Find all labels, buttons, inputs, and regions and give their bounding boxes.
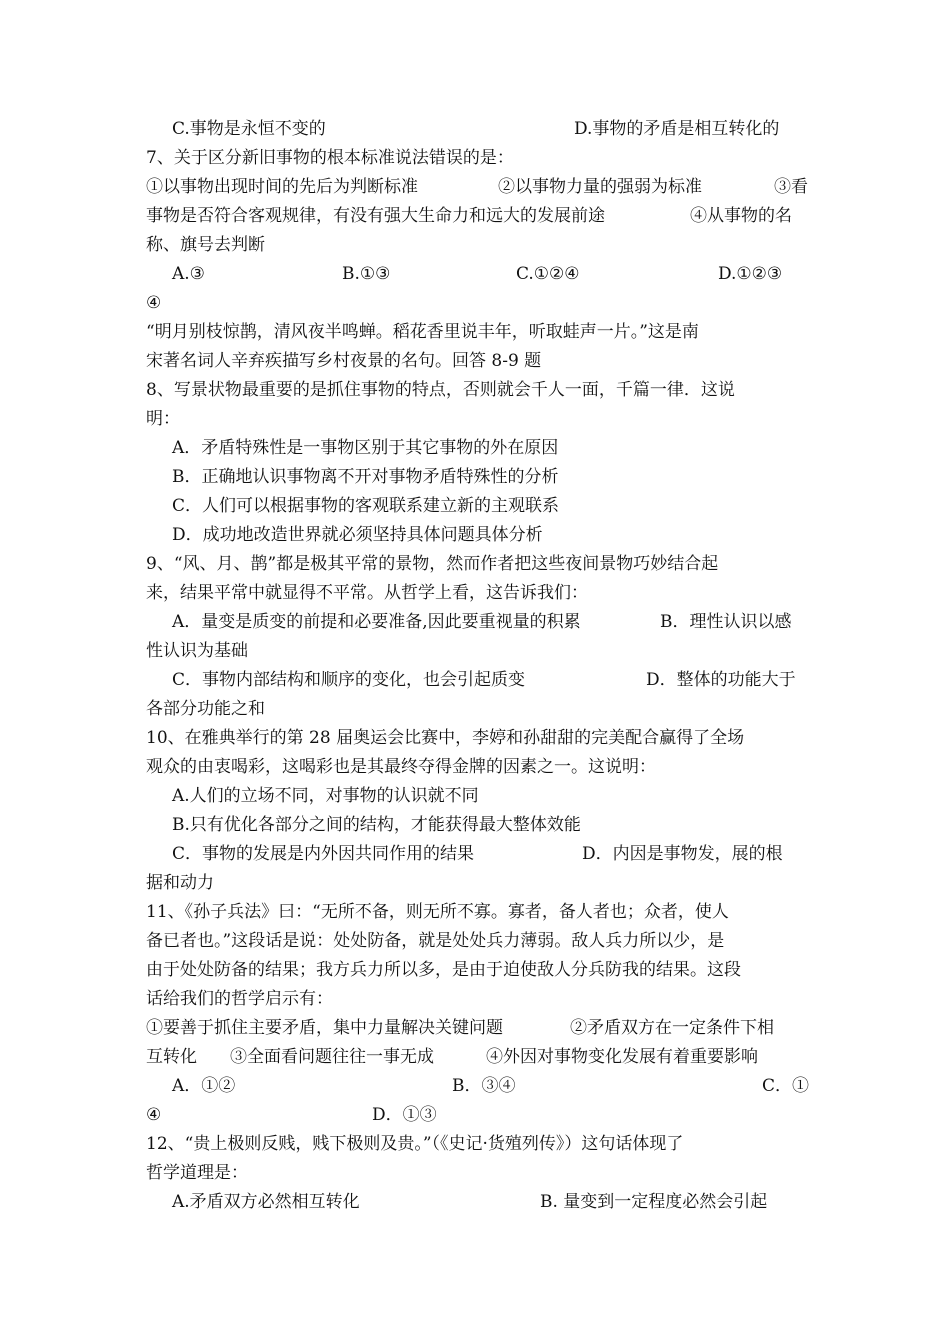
option-c: C.①②④ [516, 264, 580, 284]
option-b: B．理性认识以感 [660, 612, 792, 632]
question-11-stem-cont1: 备已者也。”这段话是说：处处防备，就是处处兵力薄弱。敌人兵力所以少，是 [146, 931, 725, 951]
q11-item-3: ③全面看问题往往一事无成 [230, 1047, 434, 1067]
q9-options-cd [146, 666, 810, 695]
option-c-cont: ④ [146, 1105, 162, 1125]
q9-option-b-cont: 性认识为基础 [146, 641, 248, 661]
q10-options-cd [146, 840, 810, 869]
option-d: D．①③ [372, 1105, 437, 1125]
option-c: C．事物的发展是内外因共同作用的结果 [172, 844, 475, 864]
q10-option-d-cont: 据和动力 [146, 873, 214, 893]
question-8-stem: 8、写景状物最重要的是抓住事物的特点，否则就会千人一面，千篇一律．这说 [146, 380, 735, 400]
question-12-stem-cont: 哲学道理是： [146, 1163, 248, 1183]
q11-items-line2 [146, 1043, 810, 1072]
q8-option-b: B．正确地认识事物离不开对事物矛盾特殊性的分析 [172, 467, 559, 487]
q9-options-ab [146, 608, 810, 637]
q11-options-abc [146, 1072, 810, 1101]
poem-intro-line1: “明月别枝惊鹊，清风夜半鸣蝉。稻花香里说丰年，听取蛙声一片。”这是南 [146, 322, 699, 342]
option-d: D.①②③ [718, 264, 783, 284]
question-9-stem: 9、“风、月、鹊”都是极其平常的景物，然而作者把这些夜间景物巧妙结合起 [146, 554, 719, 574]
question-10-stem-cont: 观众的由衷喝彩，这喝彩也是其最终夺得金牌的因素之一。这说明： [146, 757, 656, 777]
question-12-stem: 12、“贵上极则反贱，贱下极则及贵。”（《史记·货殖列传》）这句话体现了 [146, 1134, 684, 1154]
option-d: D．整体的功能大于 [646, 670, 796, 690]
question-10-stem: 10、在雅典举行的第 28 届奥运会比赛中，李婷和孙甜甜的完美配合赢得了全场 [146, 728, 745, 748]
q11-item-4: ④外因对事物变化发展有着重要影响 [486, 1047, 758, 1067]
option-d: D.事物的矛盾是相互转化的 [574, 119, 780, 139]
question-8-stem-cont: 明： [146, 409, 180, 429]
question-11-stem-cont3: 话给我们的哲学启示有： [146, 989, 333, 1009]
q8-option-c: C．人们可以根据事物的客观联系建立新的主观联系 [172, 496, 560, 516]
option-b: B.①③ [342, 264, 391, 284]
q7-item-2: ②以事物力量的强弱为标准 [498, 177, 702, 197]
q9-option-d-cont: 各部分功能之和 [146, 699, 265, 719]
q7-item-3-cont: 事物是否符合客观规律，有没有强大生命力和远大的发展前途 [146, 206, 605, 226]
option-c: C．事物内部结构和顺序的变化，也会引起质变 [172, 670, 526, 690]
q10-option-a: A.人们的立场不同，对事物的认识就不同 [172, 786, 479, 806]
option-b: B．③④ [452, 1076, 516, 1096]
poem-intro-line2: 宋著名词人辛弃疾描写乡村夜景的名句。回答 8-9 题 [146, 351, 542, 371]
q8-option-d: D．成功地改造世界就必须坚持具体问题具体分析 [172, 525, 543, 545]
question-9-stem-cont: 来，结果平常中就显得不平常。从哲学上看，这告诉我们： [146, 583, 588, 603]
q11-items-line1 [146, 1014, 810, 1043]
q7-item-1: ①以事物出现时间的先后为判断标准 [146, 177, 418, 197]
option-c: C.事物是永恒不变的 [172, 119, 326, 139]
q7-item-3-start: ③看 [774, 177, 808, 197]
q7-items-line2 [146, 202, 810, 231]
question-11-stem: 11、《孙子兵法》曰：“无所不备，则无所不寡。寡者，备人者也；众者，使人 [146, 902, 729, 922]
question-11-stem-cont2: 由于处处防备的结果；我方兵力所以多，是由于迫使敌人分兵防我的结果。这段 [146, 960, 741, 980]
option-d: D．内因是事物发，展的根 [582, 844, 783, 864]
q6-options-cd [146, 115, 810, 144]
q7-option-d-cont: ④ [146, 293, 162, 313]
option-c: C．① [762, 1076, 810, 1096]
q7-items-line1 [146, 173, 810, 202]
q11-item-1: ①要善于抓住主要矛盾，集中力量解决关键问题 [146, 1018, 503, 1038]
q11-options-cont [146, 1101, 810, 1130]
question-7-stem: 7、关于区分新旧事物的根本标准说法错误的是： [146, 148, 514, 168]
option-a: A．量变是质变的前提和必要准备,因此要重视量的积累 [172, 612, 581, 632]
option-a: A.③ [172, 264, 205, 284]
q7-options [146, 260, 810, 289]
q7-item-4-cont: 称、旗号去判断 [146, 235, 265, 255]
q11-item-2-start: ②矛盾双方在一定条件下相 [570, 1018, 774, 1038]
option-a: A.矛盾双方必然相互转化 [172, 1192, 360, 1212]
q7-item-4-start: ④从事物的名 [690, 206, 792, 226]
q10-option-b: B.只有优化各部分之间的结构，才能获得最大整体效能 [172, 815, 581, 835]
q11-item-2-cont: 互转化 [146, 1047, 197, 1067]
option-b: B. 量变到一定程度必然会引起 [540, 1192, 768, 1212]
option-a: A．①② [172, 1076, 236, 1096]
q8-option-a: A．矛盾特殊性是一事物区别于其它事物的外在原因 [172, 438, 559, 458]
q12-options-ab [146, 1188, 810, 1217]
